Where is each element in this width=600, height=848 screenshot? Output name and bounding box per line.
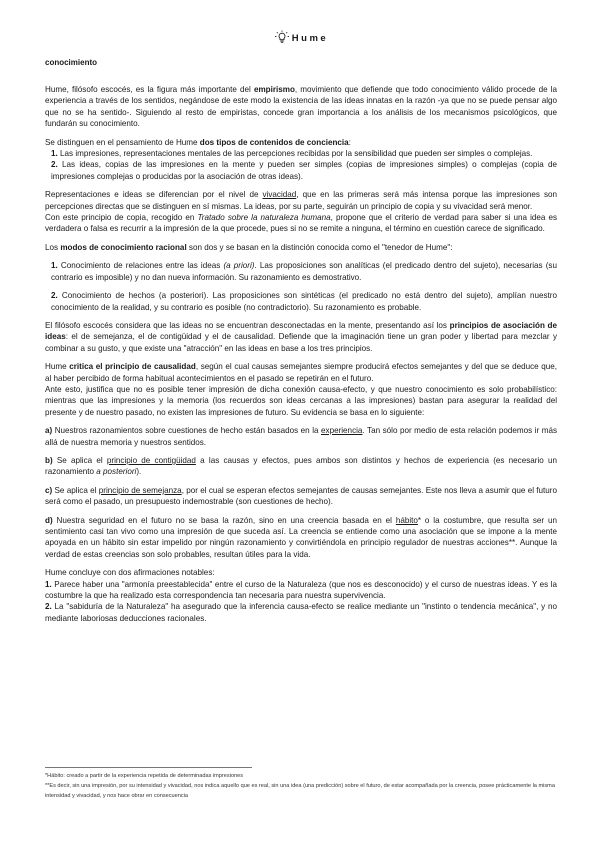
evidence-item: b) Se aplica el principio de contigüidad a las causas y efectos, pues ambos son distintos y hechos de experiencia (es necesario un razonamiento a posteriori).: [45, 455, 557, 477]
page-title: Hume: [291, 33, 329, 45]
conclusion-intro: Hume concluye con dos afirmaciones notables:: [45, 568, 215, 578]
footnotes: [45, 771, 557, 801]
section-title: conocimiento: [45, 58, 98, 67]
list-item: 1. Conocimiento de relaciones entre las ideas (a priori). Las proposiciones son analíticas (el predicado dentro del sujeto), necesarias (su contrario es imposible) y no dan nueva información. Su razonamiento es demostrativo.: [51, 261, 557, 282]
evidence-item: c) Se aplica el principio de semejanza, por el cual se esperan efectos semejantes de causas semejantes. Este nos lleva a asumir que el futuro será como el pasado, un presupuesto indemostrable (son cuestiones de hecho).: [45, 485, 557, 507]
list-item: 2. La "sabiduría de la Naturaleza" ha asegurado que la inferencia causa-efecto se realice mediante un "instinto o tendencia mecánica", y no mediante laboriosas deducciones racionales.: [45, 602, 557, 623]
lightbulb-icon: [274, 30, 290, 47]
footnote: *Hábito: creado a partir de la experiencia repetida de determinadas impresiones: [45, 773, 244, 779]
footnote-divider: [45, 767, 252, 768]
list-item: 2. Conocimiento de hechos (a posteriori). Las proposiciones son sintéticas (el predicado no está dentro del sujeto), amplían nuestro conocimiento de la realidad, y su contrario es posible (no contradictorio). Su razonamiento es probable.: [51, 291, 557, 312]
modes-paragraph: Los modos de conocimiento racional son dos y se basan en la distinción conocida como el "tenedor de Hume":: [45, 242, 453, 252]
contents-paragraph: Se distinguen en el pensamiento de Hume dos tipos de contenidos de conciencia:: [45, 137, 351, 147]
association-paragraph: El filósofo escocés considera que las ideas no se encuentran desconectadas en la mente, presentando así los principios de asociación de ideas: el de semejanza, el de contigüidad y el de causalidad. Defiende que la imaginación tiene un gran poder y libertad para mezclar y combinar a su gusto, y que existe una "atracción" en las ideas en base a los tres principios.: [45, 320, 557, 353]
causality-paragraph-2: Ante esto, justifica que no es posible tener impresión de dicha conexión causa-efecto, y que nuestro conocimiento es solo probabilístico: mientras que las impresiones y la memoria (los recuerdos son ideas cercanas a las impresiones) bastan para asegurar la realidad del presente y de nuestro pasado, no existen las impresiones de futuro. Su evidencia se basa en lo siguiente:: [45, 384, 557, 417]
page-header: [45, 30, 557, 47]
intro-paragraph: Hume, filósofo escocés, es la figura más importante del empirismo, movimiento que defiende que todo conocimiento válido procede de la experiencia a través de los sentidos, negándose de este modo la existencia de las ideas innatas en la razón -ya que no se puede pensar algo que no se ha sentido-. Siguiendo al resto de empiristas, concede gran importancia a los análisis de los mecanismos psicológicos, que fundarán su conocimiento.: [45, 85, 558, 129]
list-item: 1. Parece haber una "armonía preestablecida" entre el curso de la Naturaleza (que nos es desconocido) y el curso de nuestras ideas. Y es la costumbre la que ha realizado esta correspondencia tan necesaria para nuestra supervivencia.: [45, 579, 557, 601]
causality-paragraph: Hume critica el principio de causalidad, según el cual causas semejantes siempre producirá efectos semejantes y del que se deduce que, al haber percibido de forma habitual acontecimientos en el pasado se repetirán en el futuro.: [45, 362, 558, 383]
list-item: 1. Las impresiones, representaciones mentales de las percepciones recibidas por la sensibilidad que pueden ser simples o complejas.: [51, 149, 533, 159]
evidence-item: d) Nuestra seguridad en el futuro no se basa la razón, sino en una creencia basada en el hábito* o la costumbre, que resulta ser un sentimiento casi tan vivo como una impresión de que suceda así. La creencia se entiende como una asociación que se impone a la mente apoyada en un hábito sin estar impelido por ningún razonamiento y convirtiéndola en principio regulador de nuestras acciones**. Aunque la verdad de estas creencias son solo probables, resultan útiles para la vida.: [45, 515, 557, 559]
evidence-item: a) Nuestros razonamientos sobre cuestiones de hecho están basados en la experiencia. Tan sólo por medio de esta relación podemos ir más allá de nuestra memoria y nuestros sentidos.: [45, 426, 558, 447]
footnote: **Es decir, sin una impresión, por su intensidad y vivacidad, nos indica aquello que es real, sin una idea (una predicción) sobre el futuro, de estar acompañada por la creencia, posee prácticamente la misma intensidad y vivacidad, y nos hace obrar en consecuencia: [45, 783, 555, 799]
vivacity-paragraph: Representaciones e ideas se diferencian por el nivel de vivacidad, que en las primeras será más intensa porque las impresiones son percepciones directas que se distinguen en sí mismas. La ideas, por su parte, seguirán un principio de copia y su vivacidad será menor.: [45, 190, 557, 211]
document-body: [45, 84, 557, 631]
list-item: 2. Las ideas, copias de las impresiones en la mente y pueden ser simples (copias de impresiones simples) o complejas (copia de impresiones complejas o producidas por la asociación de otras ideas).: [51, 160, 557, 181]
copy-principle-paragraph: Con este principio de copia, recogido en Tratado sobre la naturaleza humana, propone que el criterio de verdad para saber si una idea es verdadera o falsa es recurrir a la impresión de la que procede, pues si no se remite a ninguna, el término en cuestión carece de significado.: [45, 213, 557, 234]
